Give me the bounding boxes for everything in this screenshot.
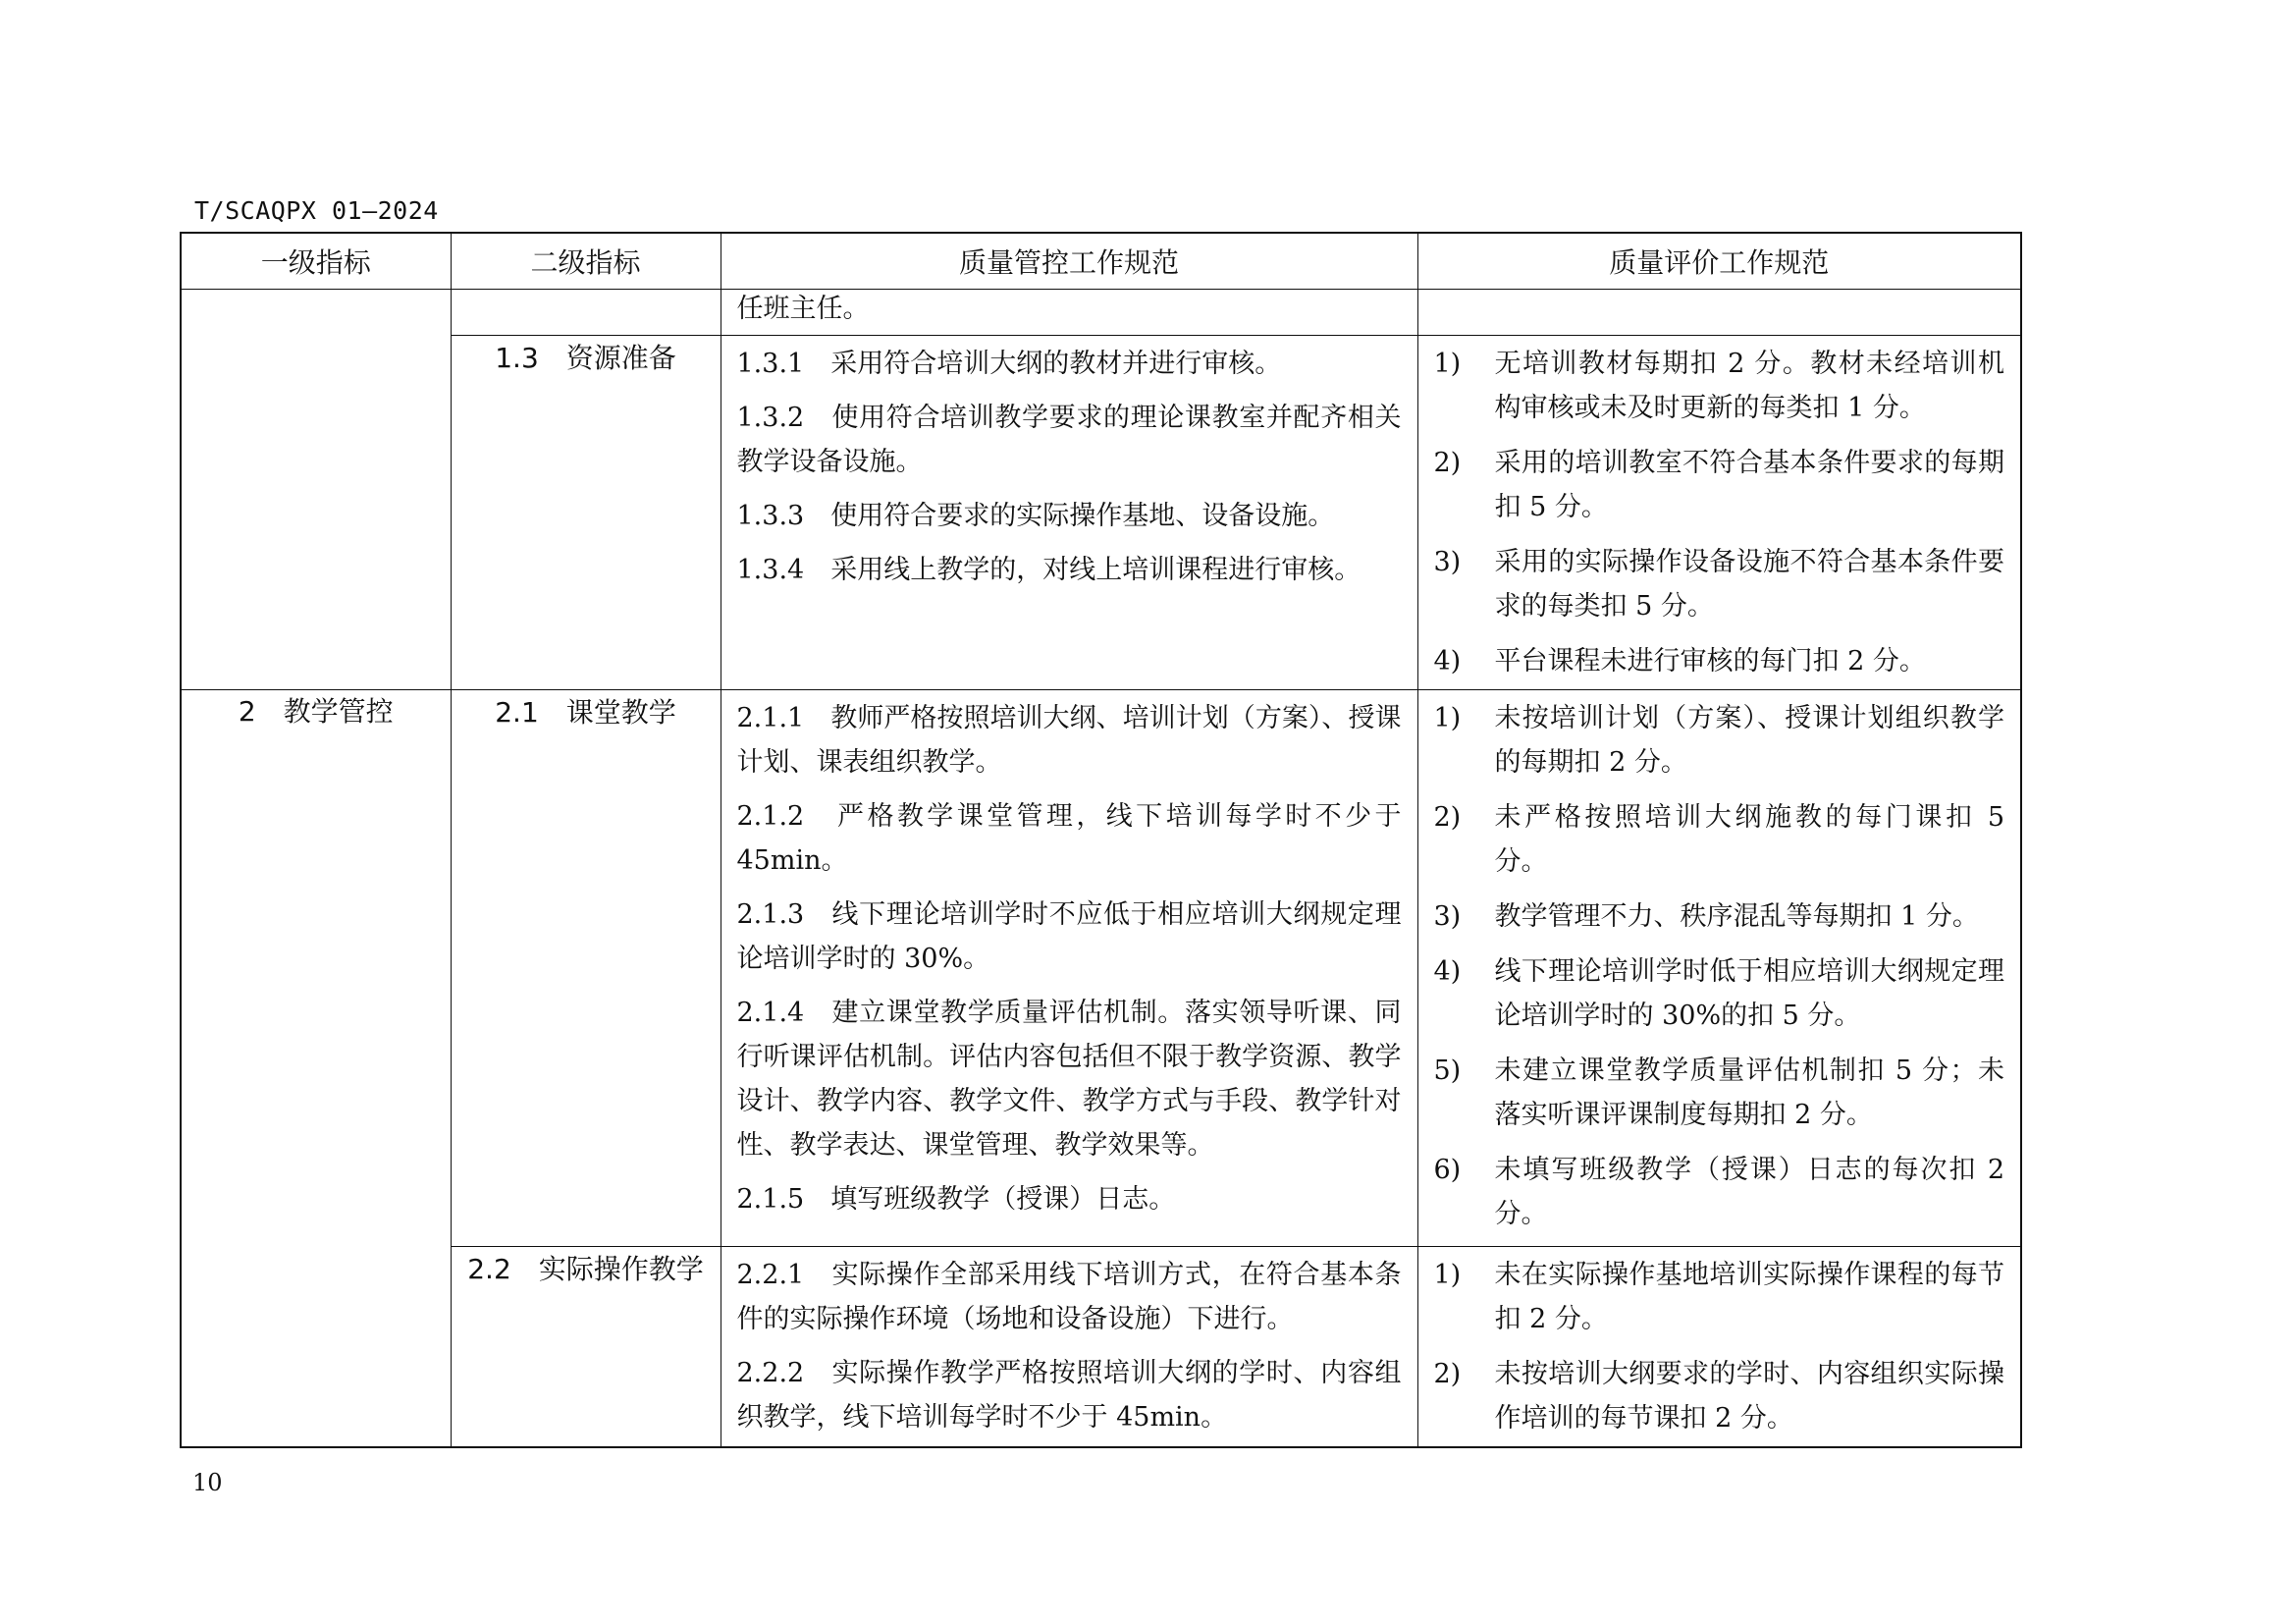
evaluation-item: 5) 未建立课堂教学质量评估机制扣 5 分；未落实听课评课制度每期扣 2 分。 [1433, 1056, 2004, 1130]
evaluation-item: 1) 无培训教材每期扣 2 分。教材未经培训机构审核或未及时更新的每类扣 1 分。 [1433, 349, 2004, 423]
control-item-1-3-4: 1.3.4 采用线上教学的，对线上培训课程进行审核。 [736, 555, 1362, 585]
control-item-2-1-1: 2.1.1 教师严格按照培训大纲、培训计划（方案）、授课计划、课表组织教学。 [736, 703, 1402, 778]
table-header-row [181, 233, 2021, 290]
evaluation-item: 2) 采用的培训教室不符合基本条件要求的每期扣 5 分。 [1433, 448, 2004, 522]
control-cell-2-2 [721, 1247, 1417, 1448]
control-item-1-3-2: 1.3.2 使用符合培训教学要求的理论课教室并配齐相关教学设备设施。 [736, 403, 1402, 477]
column-header-control: 质量管控工作规范 [721, 233, 1417, 290]
level2-cell-2-2: 2.2 实际操作教学 [451, 1247, 721, 1448]
evaluation-item: 3) 采用的实际操作设备设施不符合基本条件要求的每类扣 5 分。 [1433, 547, 2004, 622]
page-number: 10 [192, 1469, 223, 1496]
level2-cell-continued [451, 290, 721, 336]
control-continuation-text: 任班主任。 [736, 294, 870, 324]
evaluation-item: 1) 未按培训计划（方案）、授课计划组织教学的每期扣 2 分。 [1433, 703, 2004, 778]
evaluation-item: 4) 平台课程未进行审核的每门扣 2 分。 [1433, 646, 1926, 677]
evaluation-item: 4) 线下理论培训学时低于相应培训大纲规定理论培训学时的 30%的扣 5 分。 [1433, 956, 2004, 1031]
evaluation-item: 3) 教学管理不力、秩序混乱等每期扣 1 分。 [1433, 901, 1979, 932]
level1-cell-2: 2 教学管控 [181, 690, 451, 1448]
evaluation-cell-continued [1417, 290, 2021, 336]
control-item-2-1-5: 2.1.5 填写班级教学（授课）日志。 [736, 1184, 1176, 1215]
evaluation-cell-2-1 [1417, 690, 2021, 1247]
table-row-2-1 [181, 690, 2021, 1247]
level2-cell-1-3: 1.3 资源准备 [451, 336, 721, 690]
column-header-evaluation: 质量评价工作规范 [1417, 233, 2021, 290]
evaluation-cell-1-3 [1417, 336, 2021, 690]
control-item-1-3-3: 1.3.3 使用符合要求的实际操作基地、设备设施。 [736, 501, 1335, 531]
level2-cell-2-1: 2.1 课堂教学 [451, 690, 721, 1247]
control-item-2-1-2: 2.1.2 严格教学课堂管理，线下培训每学时不少于45min。 [736, 801, 1402, 876]
control-cell-1-3 [721, 336, 1417, 690]
evaluation-item: 2) 未按培训大纲要求的学时、内容组织实际操作培训的每节课扣 2 分。 [1433, 1359, 2004, 1434]
column-header-level1: 一级指标 [181, 233, 451, 290]
evaluation-item: 2) 未严格按照培训大纲施教的每门课扣 5 分。 [1433, 802, 2004, 877]
control-item-2-2-2: 2.2.2 实际操作教学严格按照培训大纲的学时、内容组织教学，线下培训每学时不少于 45min。 [736, 1358, 1402, 1433]
column-header-level2: 二级指标 [451, 233, 721, 290]
evaluation-cell-2-2 [1417, 1247, 2021, 1448]
table-row-1-3 [181, 336, 2021, 690]
table-row-2-2 [181, 1247, 2021, 1448]
control-cell-2-1 [721, 690, 1417, 1247]
level1-cell-continued [181, 290, 451, 690]
evaluation-item: 6) 未填写班级教学（授课）日志的每次扣 2 分。 [1433, 1155, 2004, 1229]
control-item-2-1-3: 2.1.3 线下理论培训学时不应低于相应培训大纲规定理论培训学时的 30%。 [736, 899, 1402, 974]
document-code: T/SCAQPX 01—2024 [194, 196, 439, 225]
control-cell-continued [721, 290, 1417, 336]
evaluation-item: 1) 未在实际操作基地培训实际操作课程的每节扣 2 分。 [1433, 1260, 2004, 1334]
control-item-2-2-1: 2.2.1 实际操作全部采用线下培训方式，在符合基本条件的实际操作环境（场地和设备设施）下进行。 [736, 1260, 1402, 1334]
table-row-continuation [181, 290, 2021, 336]
quality-spec-table [180, 232, 2022, 1448]
control-item-2-1-4: 2.1.4 建立课堂教学质量评估机制。落实领导听课、同行听课评估机制。评估内容包括但不限于教学资源、教学设计、教学内容、教学文件、教学方式与手段、教学针对性、教学表达、课堂管理、教学效果等。 [736, 998, 1402, 1161]
control-item-1-3-1: 1.3.1 采用符合培训大纲的教材并进行审核。 [736, 349, 1282, 379]
